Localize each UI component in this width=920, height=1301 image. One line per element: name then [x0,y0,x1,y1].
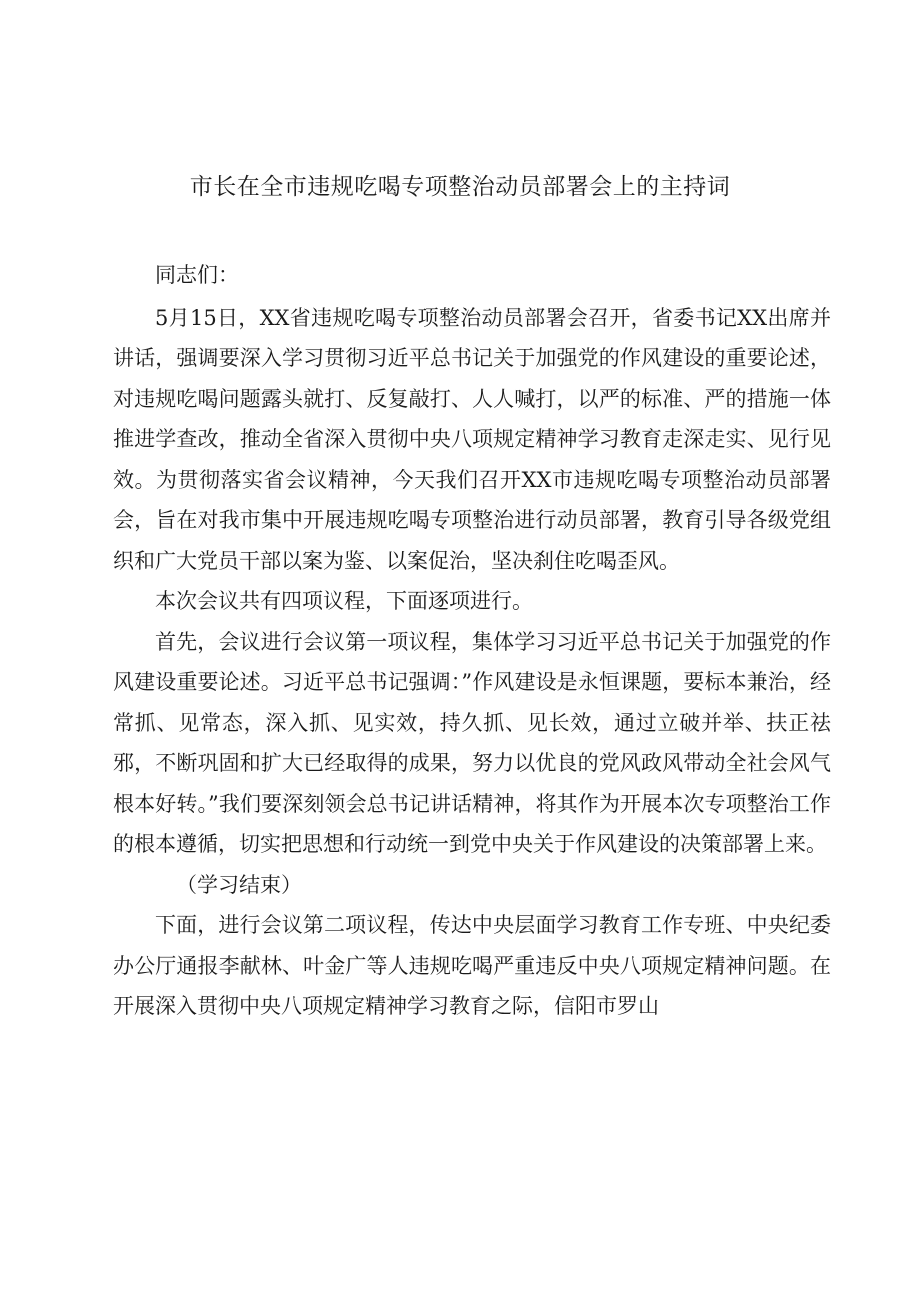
paragraph-second-item: 下面，进行会议第二项议程，传达中央层面学习教育工作专班、中央纪委办公厅通报李献林、叶金广等人违规吃喝严重违反中央八项规定精神问题。在开展深入贯彻中央八项规定精神学习教育之际，信阳市罗山 [113,913,831,1018]
paragraph-first-item: 首先，会议进行会议第一项议程，集体学习习近平总书记关于加强党的作风建设重要论述。习近平总书记强调：”作风建设是永恒课题，要标本兼治，经常抓、见常态，深入抓、见实效，持久抓、见长效，通过立破并举、扶正祛邪，不断巩固和扩大已经取得的成果，努力以优良的党风政风带动全社会风气根本好转。”我们要深刻领会总书记讲话精神，将其作为开展本次专项整治工作的根本遵循，切实把思想和行动统一到党中央关于作风建设的决策部署上来。 [113,629,831,856]
paragraph-intro: 5月15日，XX省违规吃喝专项整治动员部署会召开，省委书记XX出席并讲话，强调要深入学习贯彻习近平总书记关于加强党的作风建设的重要论述，对违规吃喝问题露头就打、反复敲打、人人喊打，以严的标准、严的措施一体推进学查改，推动全省深入贯彻中央八项规定精神学习教育走深走实、见行见效。为贯彻落实省会议精神，今天我们召开XX市违规吃喝专项整治动员部署会，旨在对我市集中开展违规吃喝专项整治进行动员部署，教育引导各级党组织和广大党员干部以案为鉴、以案促治，坚决刹住吃喝歪风。 [113,305,831,573]
paragraph-agenda: 本次会议共有四项议程，下面逐项进行。 [155,589,533,613]
document-title: 市长在全市违规吃喝专项整治动员部署会上的主持词 [189,174,731,200]
document-body [113,255,831,1027]
greeting: 同志们： [155,263,239,287]
study-end-note: （学习结束） [176,872,302,897]
